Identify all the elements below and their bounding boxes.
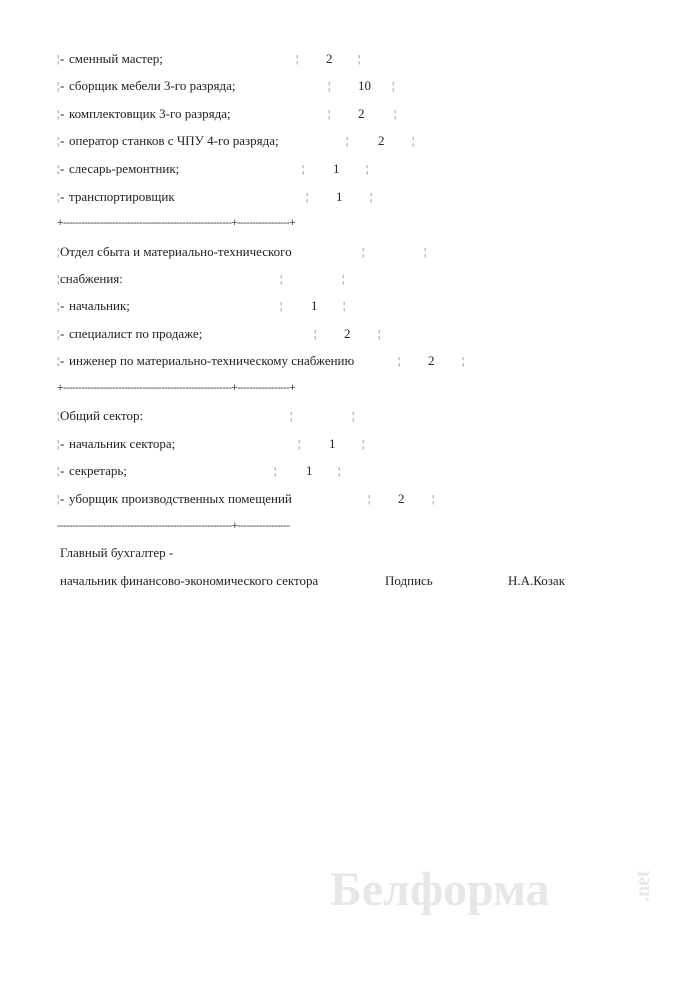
- table-border: ¦: [394, 108, 397, 120]
- table-border: ¦: [462, 355, 465, 367]
- section-heading: Отдел сбыта и материально-технического: [60, 244, 292, 259]
- table-border: ¦: [432, 493, 435, 505]
- table-border: ¦: [57, 328, 60, 340]
- table-border: ¦: [57, 493, 60, 505]
- table-border: ¦: [57, 410, 60, 422]
- section-heading-cont: снабжения:: [60, 271, 123, 286]
- table-border: ¦: [358, 53, 361, 65]
- row-dash: -: [60, 436, 65, 451]
- position-label: секретарь;: [69, 463, 127, 478]
- row-dash: -: [60, 298, 65, 313]
- table-border: ¦: [398, 355, 401, 367]
- count-value: 2: [344, 326, 351, 341]
- table-border: ¦: [368, 493, 371, 505]
- count-value: 1: [306, 463, 313, 478]
- count-value: 2: [428, 353, 435, 368]
- section-heading: Общий сектор:: [60, 408, 144, 423]
- signature-label: Подпись: [385, 573, 433, 588]
- position-label: слесарь-ремонтник;: [69, 161, 180, 176]
- count-value: 1: [329, 436, 336, 451]
- table-border: ¦: [370, 191, 373, 203]
- count-value: 1: [333, 161, 340, 176]
- table-border: ¦: [57, 108, 60, 120]
- table-separator: +-------------------------------------------------------+-----------------+: [57, 382, 296, 394]
- table-border: ¦: [338, 465, 341, 477]
- table-border: ¦: [392, 80, 395, 92]
- table-border: ¦: [298, 438, 301, 450]
- position-label: инженер по материально-техническому снабжению: [69, 353, 355, 368]
- table-border: ¦: [280, 273, 283, 285]
- watermark-logo: Белформа: [330, 863, 550, 916]
- table-border: ¦: [342, 273, 345, 285]
- position-label: сборщик мебели 3-го разряда;: [69, 78, 236, 93]
- position-label: комплектовщик 3-го разряда;: [69, 106, 231, 121]
- count-value: 1: [311, 298, 318, 313]
- count-value: 2: [378, 133, 385, 148]
- row-dash: -: [60, 189, 65, 204]
- signer-name: Н.А.Козак: [508, 573, 566, 588]
- row-dash: -: [60, 133, 65, 148]
- row-dash: -: [60, 106, 65, 121]
- table-border: ¦: [280, 300, 283, 312]
- table-border: ¦: [57, 53, 60, 65]
- table-border: ¦: [302, 163, 305, 175]
- table-border: ¦: [296, 53, 299, 65]
- row-dash: -: [60, 161, 65, 176]
- table-border: ¦: [378, 328, 381, 340]
- table-separator: +-------------------------------------------------------+-----------------+: [57, 217, 296, 229]
- table-border: ¦: [362, 246, 365, 258]
- table-border: ¦: [274, 465, 277, 477]
- row-dash: -: [60, 491, 65, 506]
- position-label: сменный мастер;: [69, 51, 163, 66]
- count-value: 1: [336, 189, 343, 204]
- count-value: 2: [326, 51, 333, 66]
- signer-title-line1: Главный бухгалтер -: [60, 545, 174, 560]
- table-border: ¦: [362, 438, 365, 450]
- count-value: 10: [358, 78, 371, 93]
- table-border: ¦: [328, 80, 331, 92]
- table-border: ¦: [346, 135, 349, 147]
- position-label: транспортировщик: [69, 189, 175, 204]
- position-label: уборщик производственных помещений: [69, 491, 292, 506]
- table-border: ¦: [314, 328, 317, 340]
- table-border: ¦: [57, 246, 60, 258]
- count-value: 2: [358, 106, 365, 121]
- table-border: ¦: [306, 191, 309, 203]
- table-border: ¦: [57, 273, 60, 285]
- row-dash: -: [60, 353, 65, 368]
- table-border: ¦: [290, 410, 293, 422]
- row-dash: -: [60, 51, 65, 66]
- position-label: начальник сектора;: [69, 436, 176, 451]
- signer-title-line2: начальник финансово-экономического сектора: [60, 573, 319, 588]
- table-border: ¦: [352, 410, 355, 422]
- table-border: ¦: [343, 300, 346, 312]
- table-border: ¦: [57, 465, 60, 477]
- position-label: начальник;: [69, 298, 130, 313]
- table-border: ¦: [57, 438, 60, 450]
- position-label: оператор станков с ЧПУ 4-го разряда;: [69, 133, 279, 148]
- table-border: ¦: [328, 108, 331, 120]
- table-border: ¦: [57, 191, 60, 203]
- table-border: ¦: [57, 135, 60, 147]
- watermark-suffix: .net: [632, 870, 654, 902]
- row-dash: -: [60, 78, 65, 93]
- table-border: ¦: [57, 163, 60, 175]
- count-value: 2: [398, 491, 405, 506]
- position-label: специалист по продаже;: [69, 326, 203, 341]
- table-border: ¦: [57, 80, 60, 92]
- row-dash: -: [60, 326, 65, 341]
- table-border: ¦: [366, 163, 369, 175]
- row-dash: -: [60, 463, 65, 478]
- table-border: ¦: [412, 135, 415, 147]
- table-border: ¦: [57, 355, 60, 367]
- table-border: ¦: [424, 246, 427, 258]
- table-border: ¦: [57, 300, 60, 312]
- table-bottom-separator: ---------------------------------------------------------+-----------------: [57, 520, 290, 532]
